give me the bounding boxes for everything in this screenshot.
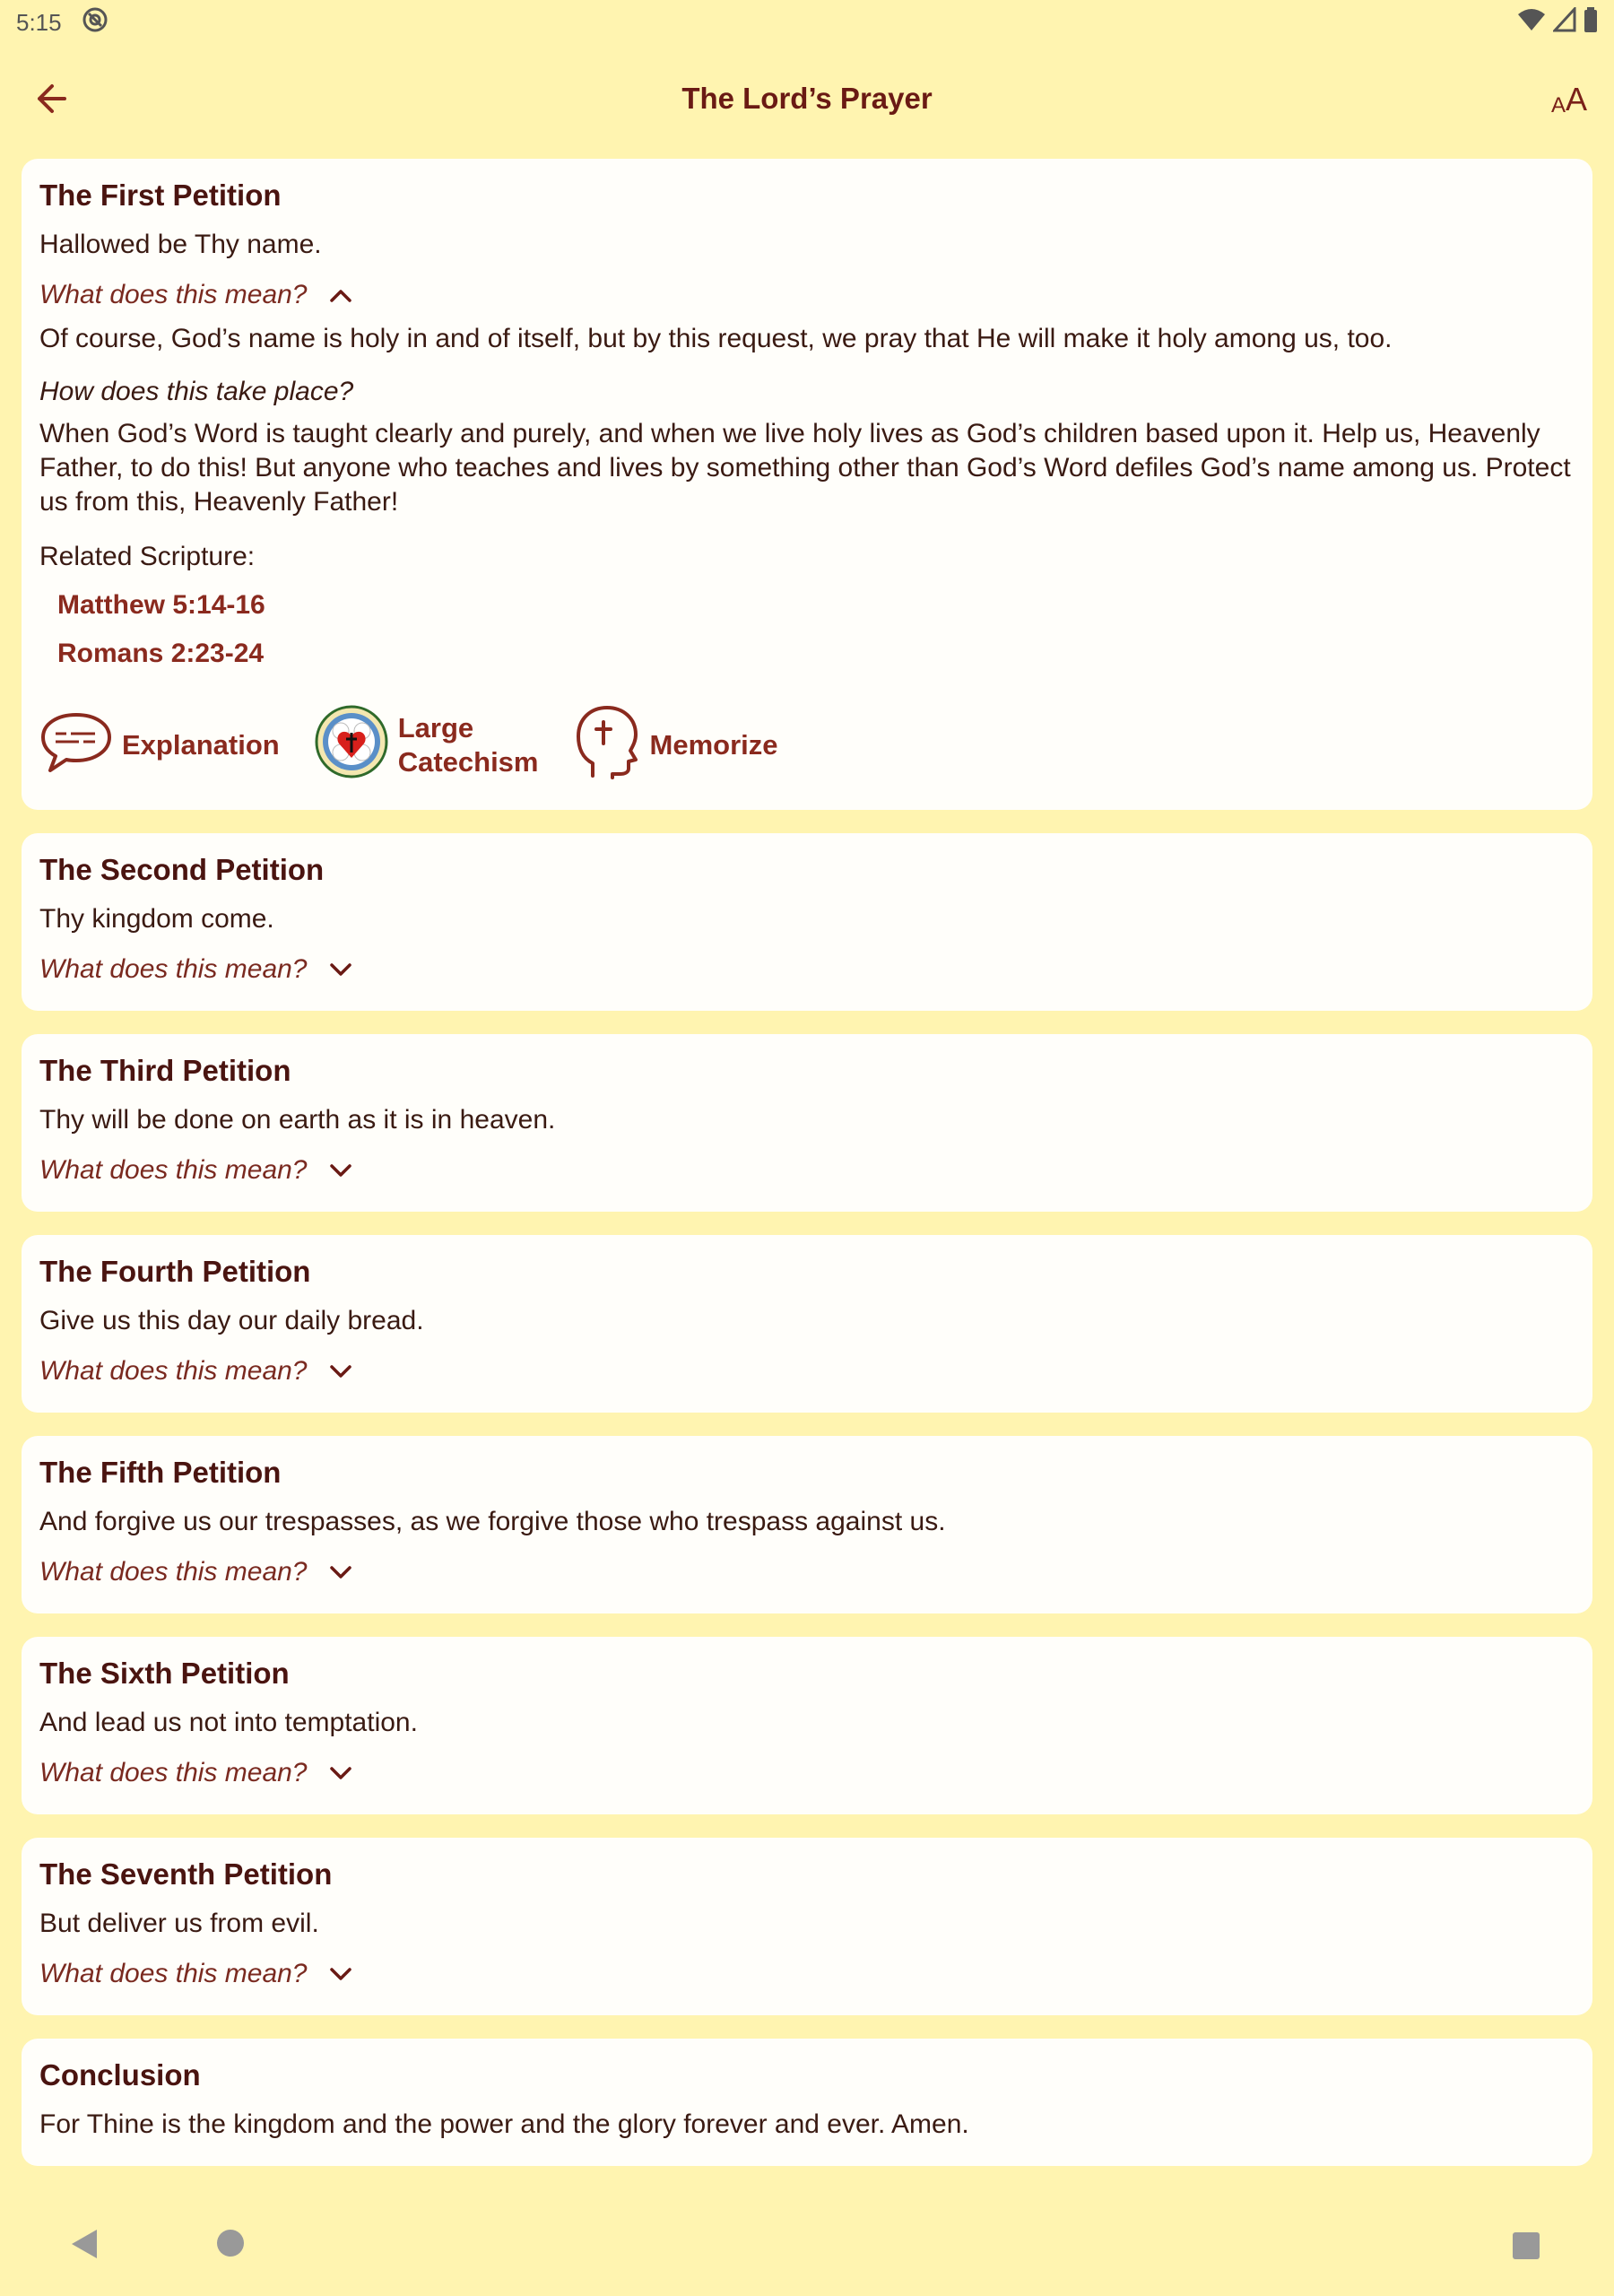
meaning-toggle[interactable] bbox=[39, 1755, 354, 1791]
font-size-big-a: A bbox=[1565, 81, 1587, 117]
petition-title: The First Petition bbox=[39, 178, 282, 212]
battery-icon bbox=[1584, 7, 1598, 39]
page-title: The Lord’s Prayer bbox=[681, 82, 933, 115]
meaning-toggle[interactable] bbox=[39, 952, 354, 987]
answer-text: When God’s Word is taught clearly and purely, and when we live holy lives as God’s children based upon it. Help us, Heavenly Father, to do this! But anyone who teaches and lives by something other than God’s Word defiles God’s name among us. Protect us from this, Heavenly Father! bbox=[39, 419, 1571, 517]
cell-signal-icon bbox=[1553, 7, 1576, 39]
large-catechism-label bbox=[398, 711, 539, 779]
petition-text: For Thine is the kingdom and the power and the glory forever and ever. Amen. bbox=[39, 2109, 969, 2139]
chevron-down-icon bbox=[327, 1358, 354, 1385]
memorize-label: Memorize bbox=[649, 729, 778, 761]
related-scripture-label: Related Scripture: bbox=[39, 542, 256, 571]
chevron-up-icon bbox=[327, 282, 354, 309]
petition-card-second bbox=[22, 833, 1592, 1011]
petition-card-sixth bbox=[22, 1637, 1592, 1814]
meaning-toggle[interactable] bbox=[39, 1956, 354, 1992]
meaning-label: What does this mean? bbox=[39, 954, 308, 984]
petition-text: Thy kingdom come. bbox=[39, 904, 274, 934]
petition-title: The Second Petition bbox=[39, 853, 325, 886]
speech-bubble-icon bbox=[39, 709, 113, 781]
chevron-down-icon bbox=[327, 1961, 354, 1987]
petition-text: And forgive us our trespasses, as we forgive those who trespass against us. bbox=[39, 1507, 946, 1536]
meaning-label: What does this mean? bbox=[39, 1959, 308, 1988]
petition-title: The Sixth Petition bbox=[39, 1657, 290, 1690]
meaning-label: What does this mean? bbox=[39, 280, 308, 309]
meaning-text: Of course, God’s name is holy in and of itself, but by this request, we pray that He will make it holy among us, too. bbox=[39, 324, 1393, 353]
petition-card-fifth bbox=[22, 1436, 1592, 1613]
meaning-toggle[interactable] bbox=[39, 1554, 354, 1590]
chevron-down-icon bbox=[327, 1559, 354, 1586]
petition-text: But deliver us from evil. bbox=[39, 1909, 319, 1938]
nav-recents-button[interactable] bbox=[1512, 2231, 1540, 2265]
petition-card-seventh bbox=[22, 1838, 1592, 2015]
back-button[interactable] bbox=[23, 74, 77, 127]
luther-rose-icon bbox=[314, 704, 389, 787]
explanation-label: Explanation bbox=[122, 729, 280, 761]
petition-card-third bbox=[22, 1034, 1592, 1212]
meaning-toggle[interactable] bbox=[39, 277, 354, 313]
scripture-link-matthew[interactable]: Matthew 5:14-16 bbox=[57, 590, 265, 620]
petition-text: Give us this day our daily bread. bbox=[39, 1306, 424, 1335]
petition-title: The Fourth Petition bbox=[39, 1255, 311, 1288]
meaning-label: What does this mean? bbox=[39, 1557, 308, 1587]
scripture-link-romans[interactable]: Romans 2:23-24 bbox=[57, 639, 265, 668]
large-catechism-line2: Catechism bbox=[397, 746, 539, 778]
chevron-down-icon bbox=[327, 956, 354, 983]
explanation-button[interactable] bbox=[39, 709, 280, 781]
status-time: 5:15 bbox=[16, 8, 62, 36]
petition-card-first bbox=[22, 159, 1592, 810]
head-cross-icon bbox=[573, 704, 641, 787]
memorize-button[interactable] bbox=[573, 704, 778, 787]
at-sign-icon bbox=[82, 6, 108, 39]
arrow-left-icon bbox=[32, 81, 68, 121]
question-text: How does this take place? bbox=[39, 377, 354, 406]
meaning-label: What does this mean? bbox=[39, 1155, 308, 1185]
petition-text: Thy will be done on earth as it is in heaven. bbox=[39, 1105, 556, 1135]
petition-actions bbox=[39, 704, 1575, 787]
wifi-icon bbox=[1517, 7, 1546, 39]
nav-home-button[interactable] bbox=[215, 2228, 246, 2263]
petition-title: The Third Petition bbox=[39, 1054, 291, 1087]
nav-back-button[interactable] bbox=[70, 2228, 99, 2265]
petition-title: Conclusion bbox=[39, 2058, 201, 2092]
petition-title: The Seventh Petition bbox=[39, 1857, 333, 1891]
petitions-list[interactable] bbox=[22, 159, 1592, 2195]
petition-text: And lead us not into temptation. bbox=[39, 1708, 418, 1737]
petition-card-fourth bbox=[22, 1235, 1592, 1413]
chevron-down-icon bbox=[327, 1157, 354, 1184]
chevron-down-icon bbox=[327, 1760, 354, 1787]
petition-title: The Fifth Petition bbox=[39, 1456, 282, 1489]
meaning-label: What does this mean? bbox=[39, 1356, 308, 1386]
conclusion-card bbox=[22, 2039, 1592, 2166]
large-catechism-line1: Large bbox=[397, 712, 474, 744]
meaning-toggle[interactable] bbox=[39, 1353, 354, 1389]
large-catechism-button[interactable] bbox=[314, 704, 539, 787]
app-bar bbox=[0, 54, 1614, 144]
system-nav-bar bbox=[0, 2196, 1614, 2296]
petition-text: Hallowed be Thy name. bbox=[39, 230, 322, 259]
font-size-button[interactable] bbox=[1551, 74, 1587, 127]
meaning-toggle[interactable] bbox=[39, 1152, 354, 1188]
font-size-small-a: A bbox=[1550, 93, 1566, 117]
status-bar bbox=[0, 0, 1614, 45]
meaning-label: What does this mean? bbox=[39, 1758, 308, 1787]
